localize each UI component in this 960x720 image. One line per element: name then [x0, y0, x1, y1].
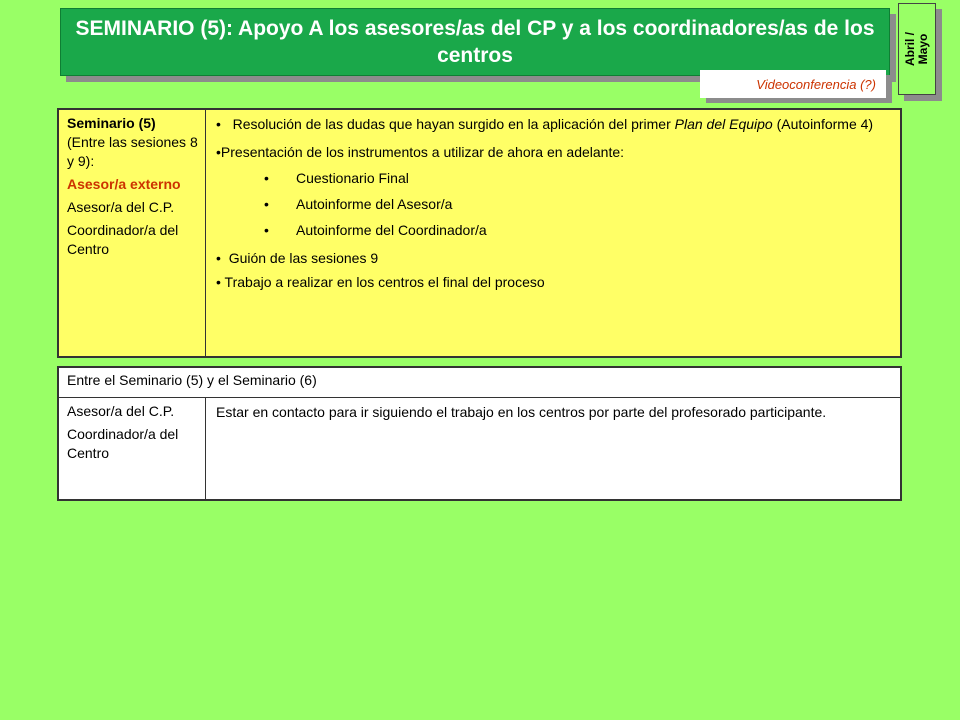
item-presentacion: •Presentación de los instrumentos a utilizar de ahora en adelante: [216, 144, 625, 160]
sub-bullet-3: • [264, 222, 269, 238]
seminar-participants-cell [59, 110, 206, 356]
seminar-content-cell [206, 110, 900, 356]
sub-item-text-1: Cuestionario Final [296, 170, 409, 186]
between-asesor-cp: Asesor/a del C.P. [67, 403, 175, 419]
asesor-cp-label: Asesor/a del C.P. [67, 199, 175, 215]
title-banner [60, 8, 890, 76]
sub-bullet-2: • [264, 196, 269, 212]
sub-item-text-3: Autoinforme del Coordinador/a [296, 222, 487, 238]
sub-item-text-2: Autoinforme del Asesor/a [296, 196, 453, 212]
sub-item-cuestionario [216, 168, 892, 188]
sub-bullet-1: • [264, 170, 269, 186]
sub-item-autoinforme-coordinador [216, 220, 892, 240]
between-coordinador: Coordinador/a del Centro [67, 426, 179, 461]
bullet-3: • [216, 274, 221, 290]
month-line-2: Mayo [915, 33, 930, 65]
item-resolucion-text: Resolución de las dudas que hayan surgido en la aplicación del primer [232, 116, 675, 132]
between-description: Estar en contacto para ir siguiendo el trabajo en los centros por parte del profesorado participante. [216, 404, 827, 420]
item-autoinforme4: (Autoinforme 4) [772, 116, 874, 132]
videoconference-label: Videoconferencia (?) [756, 76, 876, 92]
between-row [59, 398, 900, 499]
videoconference-tag [700, 70, 886, 98]
seminar-header: Seminario (5) [67, 115, 156, 131]
item-guion [216, 248, 892, 268]
item-resolucion [216, 114, 892, 134]
bullet-1: • [216, 116, 221, 132]
item-plan-del-equipo: Plan del Equipo [674, 116, 773, 132]
asesor-externo-label: Asesor/a externo [67, 176, 181, 192]
seminar-when: (Entre las sesiones 8 y 9): [67, 134, 198, 169]
month-line-1: Abril / [902, 31, 917, 67]
between-participants-cell [59, 398, 206, 499]
between-header: Entre el Seminario (5) y el Seminario (6) [59, 368, 900, 398]
month-label [904, 32, 930, 66]
sub-item-autoinforme-asesor [216, 194, 892, 214]
month-tag [898, 3, 936, 95]
item-guion-text: Guión de las sesiones 9 [228, 250, 379, 266]
page-title: SEMINARIO (5): Apoyo A los asesores/as del CP y a los coordinadores/as de los centros [75, 17, 875, 67]
item-trabajo-text: Trabajo a realizar en los centros el final del proceso [224, 274, 545, 290]
item-trabajo [216, 272, 892, 292]
bullet-2: • [216, 250, 221, 266]
coordinador-label: Coordinador/a del Centro [67, 222, 179, 257]
between-table [57, 366, 902, 501]
seminar-table [57, 108, 902, 358]
